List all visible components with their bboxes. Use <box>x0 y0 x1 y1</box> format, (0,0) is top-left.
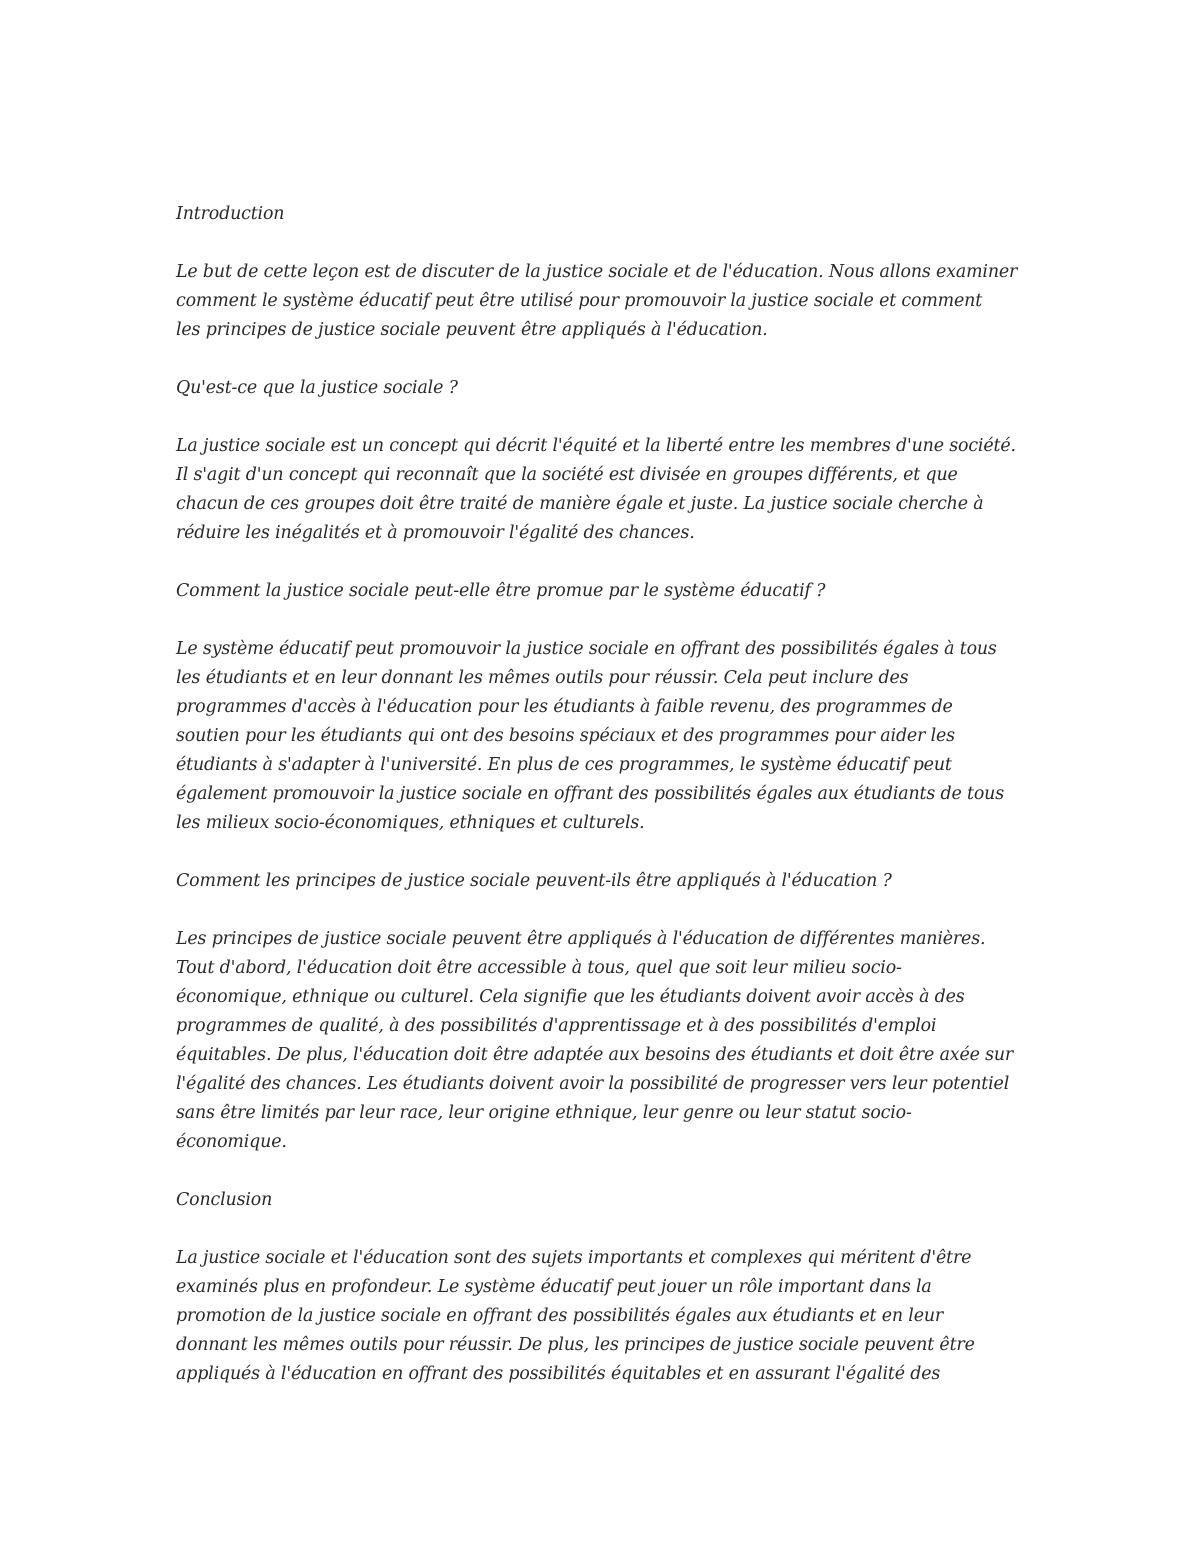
paragraph-line: réduire les inégalités et à promouvoir l'égalité des chances. <box>176 523 695 543</box>
paragraph-line: étudiants à s'adapter à l'université. En plus de ces programmes, le système éducatif peut <box>176 755 952 775</box>
section-paragraph <box>176 635 1036 838</box>
paragraph-line: sans être limités par leur race, leur origine ethnique, leur genre ou leur statut socio- <box>176 1103 912 1123</box>
section-heading: Comment les principes de justice sociale peuvent-ils être appliqués à l'éducation ? <box>176 871 892 891</box>
paragraph-line: les principes de justice sociale peuvent être appliqués à l'éducation. <box>176 320 768 340</box>
paragraph-line: chacun de ces groupes doit être traité de manière égale et juste. La justice sociale cherche à <box>176 494 984 514</box>
section-paragraph <box>176 1244 1036 1389</box>
paragraph-line: économique. <box>176 1132 287 1152</box>
paragraph-line: également promouvoir la justice sociale en offrant des possibilités égales aux étudiants de tous <box>176 784 1004 804</box>
section-heading: Conclusion <box>176 1190 273 1210</box>
section-paragraph <box>176 925 1036 1157</box>
paragraph-line: La justice sociale est un concept qui décrit l'équité et la liberté entre les membres d'une société. <box>176 436 1016 456</box>
section-paragraph <box>176 432 1036 548</box>
paragraph-line: économique, ethnique ou culturel. Cela signifie que les étudiants doivent avoir accès à des <box>176 987 965 1007</box>
paragraph-line: programmes de qualité, à des possibilités d'apprentissage et à des possibilités d'emploi <box>176 1016 937 1036</box>
paragraph-line: l'égalité des chances. Les étudiants doivent avoir la possibilité de progresser vers leur potentiel <box>176 1074 1010 1094</box>
section-heading: Qu'est-ce que la justice sociale ? <box>176 378 458 398</box>
paragraph-line: comment le système éducatif peut être utilisé pour promouvoir la justice sociale et comment <box>176 291 983 311</box>
section-heading: Introduction <box>176 204 285 224</box>
paragraph-line: examinés plus en profondeur. Le système éducatif peut jouer un rôle important dans la <box>176 1277 932 1297</box>
paragraph-line: promotion de la justice sociale en offrant des possibilités égales aux étudiants et en leur <box>176 1306 944 1326</box>
paragraph-line: soutien pour les étudiants qui ont des besoins spéciaux et des programmes pour aider les <box>176 726 955 746</box>
paragraph-line: programmes d'accès à l'éducation pour les étudiants à faible revenu, des programmes de <box>176 697 953 717</box>
paragraph-line: Les principes de justice sociale peuvent être appliqués à l'éducation de différentes manières. <box>176 929 986 949</box>
section-heading: Comment la justice sociale peut-elle être promue par le système éducatif ? <box>176 581 826 601</box>
paragraph-line: Le système éducatif peut promouvoir la justice sociale en offrant des possibilités égales à tous <box>176 639 997 659</box>
paragraph-line: La justice sociale et l'éducation sont des sujets importants et complexes qui méritent d'être <box>176 1248 972 1268</box>
paragraph-line: donnant les mêmes outils pour réussir. De plus, les principes de justice sociale peuvent être <box>176 1335 975 1355</box>
paragraph-line: Tout d'abord, l'éducation doit être accessible à tous, quel que soit leur milieu socio- <box>176 958 902 978</box>
paragraph-line: Il s'agit d'un concept qui reconnaît que la société est divisée en groupes différents, et que <box>176 465 958 485</box>
paragraph-line: Le but de cette leçon est de discuter de la justice sociale et de l'éducation. Nous allons examiner <box>176 262 1018 282</box>
paragraph-line: les étudiants et en leur donnant les mêmes outils pour réussir. Cela peut inclure des <box>176 668 909 688</box>
paragraph-line: appliqués à l'éducation en offrant des possibilités équitables et en assurant l'égalité des <box>176 1364 941 1384</box>
paragraph-line: équitables. De plus, l'éducation doit être adaptée aux besoins des étudiants et doit être axée sur <box>176 1045 1014 1065</box>
section-paragraph <box>176 258 1036 345</box>
document-body <box>176 200 1036 1418</box>
paragraph-line: les milieux socio-économiques, ethniques et culturels. <box>176 813 645 833</box>
